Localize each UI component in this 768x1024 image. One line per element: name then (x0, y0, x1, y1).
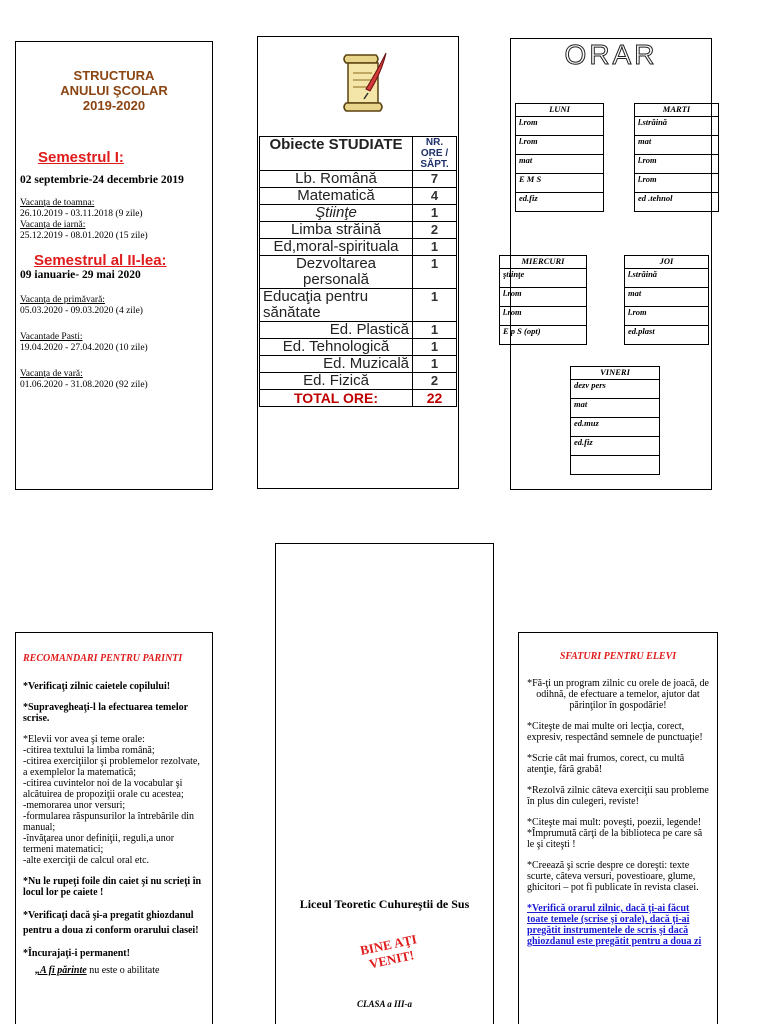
tip-item: *Împrumută cărţi de la biblioteca pe care să le şi citeşti ! (527, 828, 703, 850)
day-vineri: VINERI dezv pers mat ed.muz ed.fiz (570, 366, 660, 475)
summer-holiday-dates: 01.06.2020 - 31.08.2020 (92 zile) (20, 380, 148, 390)
cover-panel (275, 543, 494, 1024)
total-row (260, 390, 457, 407)
school-year-structure-panel (15, 41, 213, 490)
recommendation-item: *Verificaţi dacă şi-a pregatit ghiozdanul pentru a doua zi conform orarului clasei! (23, 910, 199, 936)
parent-recommendations-panel (15, 632, 213, 1024)
scroll-quill-icon (338, 49, 388, 115)
winter-holiday-label: Vacanţa de iarnă: (20, 220, 86, 230)
table-row: Ed,moral-spirituala 1 (260, 239, 457, 256)
tip-item: *Rezolvă zilnic câteva exerciţii sau probleme în plus din culegeri, reviste! (527, 785, 709, 807)
table-header-row (260, 137, 457, 171)
header-hours: NR. ORE / SĂPT. (413, 137, 457, 171)
structure-title: STRUCTURA ANULUI ŞCOLAR 2019-2020 (60, 68, 168, 113)
header-subject: Obiecte STUDIATE (260, 137, 413, 171)
recommendation-item: *Verificaţi zilnic caietele copilului! (23, 681, 171, 692)
semester-1-dates: 02 septembrie-24 decembrie 2019 (20, 174, 184, 186)
table-row: Ştiinţe 1 (260, 205, 457, 222)
tip-item: *Citeşte mai mult: poveşti, poezii, legende! (527, 817, 702, 828)
spring-holiday-label: Vacanţa de primăvară: (20, 295, 105, 305)
table-row: Lb. Română 7 (260, 171, 457, 188)
semester-2-title: Semestrul al II-lea: (34, 252, 167, 269)
autumn-holiday-dates: 26.10.2019 - 03.11.2018 (9 zile) (20, 209, 143, 219)
table-row: Ed. Fizică 2 (260, 373, 457, 390)
welcome-text: BINE AŢI VENIT! (358, 931, 419, 972)
recommendation-item: *Supravegheaţi-l la efectuarea temelor scrise. (23, 702, 188, 724)
recommendation-quote: „A fi părinte nu este o abilitate (35, 965, 160, 976)
tip-item-highlight: *Verifică orarul zilnic, dacă ţi-ai făcut toate temele (scrise şi orale), dacă ţi-ai pregătit instrumentele de scris şi dacă ghiozdanul este pregătit pentru a doua zi (527, 903, 702, 947)
table-row: Ed. Muzicală 1 (260, 356, 457, 373)
day-miercuri: MIERCURI ştiinţe l.rom l.rom E p S (opt) (499, 255, 587, 345)
timetable-title: ORAR (564, 39, 658, 70)
day-marti: MARTI l.străină mat l.rom l.rom ed .tehnol (634, 103, 719, 212)
class-label: CLASA a III-a (356, 999, 413, 1009)
table-row: Educaţia pentru sănătate 1 (260, 289, 457, 322)
spring-holiday-dates: 05.03.2020 - 09.03.2020 (4 zile) (20, 306, 143, 316)
recommendations-title: RECOMANDARI PENTRU PARINTI (23, 653, 183, 664)
tip-item: *Creează şi scrie despre ce doreşti: texte scurte, câteva versuri, povestioare, glume, ghicitori – pot fi publicate în revista clasei. (527, 860, 699, 893)
semester-2-dates: 09 ianuarie- 29 mai 2020 (20, 269, 141, 281)
table-row: Limba străină 2 (260, 222, 457, 239)
summer-holiday-label: Vacanţa de vară: (20, 369, 83, 379)
tip-item: *Scrie cât mai frumos, corect, cu multă atenţie, fără grabă! (527, 753, 685, 775)
recommendation-item: *Nu le rupeţi foile din caiet şi nu scrieţi în locul lor pe caiete ! (23, 876, 202, 898)
easter-holiday-label: Vacantade Pasti: (20, 332, 83, 342)
easter-holiday-dates: 19.04.2020 - 27.04.2020 (10 zile) (20, 343, 148, 353)
recommendation-item: *Încurajaţi-i permanent! (23, 948, 130, 959)
total-label: TOTAL ORE: (260, 390, 413, 407)
timetable-panel (503, 38, 712, 490)
oral-homework-list: *Elevii vor avea şi teme orale: -citirea textului la limba română; -citirea exerciţiilor şi problemelor rezolvate, a exemplelor la matematică; -citirea cuvintelor noi de la vocabular şi alcătuirea de propoziţii orale cu acestea; -memorarea unor versuri; -formularea răspunsurilor la întrebările din manual; -învăţarea unor definiţii, reguli,a unor termeni matematici; -alte exerciţii de calcul oral etc. (23, 734, 200, 866)
table-row: Matematică 4 (260, 188, 457, 205)
table-row: Dezvoltarea personală 1 (260, 256, 457, 289)
total-value: 22 (413, 390, 457, 407)
table-row: Ed. Plastică 1 (260, 322, 457, 339)
day-luni: LUNI l.rom l.rom mat E M S ed.fiz (515, 103, 604, 212)
subjects-panel (257, 36, 459, 489)
day-joi: JOI l.străină mat l.rom ed.plast (624, 255, 709, 345)
winter-holiday-dates: 25.12.2019 - 08.01.2020 (15 zile) (20, 231, 148, 241)
subjects-table (259, 136, 457, 407)
student-tips-panel (518, 632, 718, 1024)
school-name: Liceul Teoretic Cuhureştii de Sus (299, 897, 470, 911)
tip-item: *Citeşte de mai multe ori lecţia, corect, expresiv, respectând semnele de punctuaţie! (527, 721, 703, 743)
autumn-holiday-label: Vacanţa de toamna: (20, 198, 95, 208)
tips-title: SFATURI PENTRU ELEVI (559, 651, 677, 662)
table-row: Ed. Tehnologică 1 (260, 339, 457, 356)
semester-1-title: Semestrul I: (38, 149, 124, 166)
tip-item: *Fă-ţi un program zilnic cu orele de joacă, de odihnă, de efectuare a temelor, ajutor dat părinţilor în gospodărie! (527, 678, 709, 711)
